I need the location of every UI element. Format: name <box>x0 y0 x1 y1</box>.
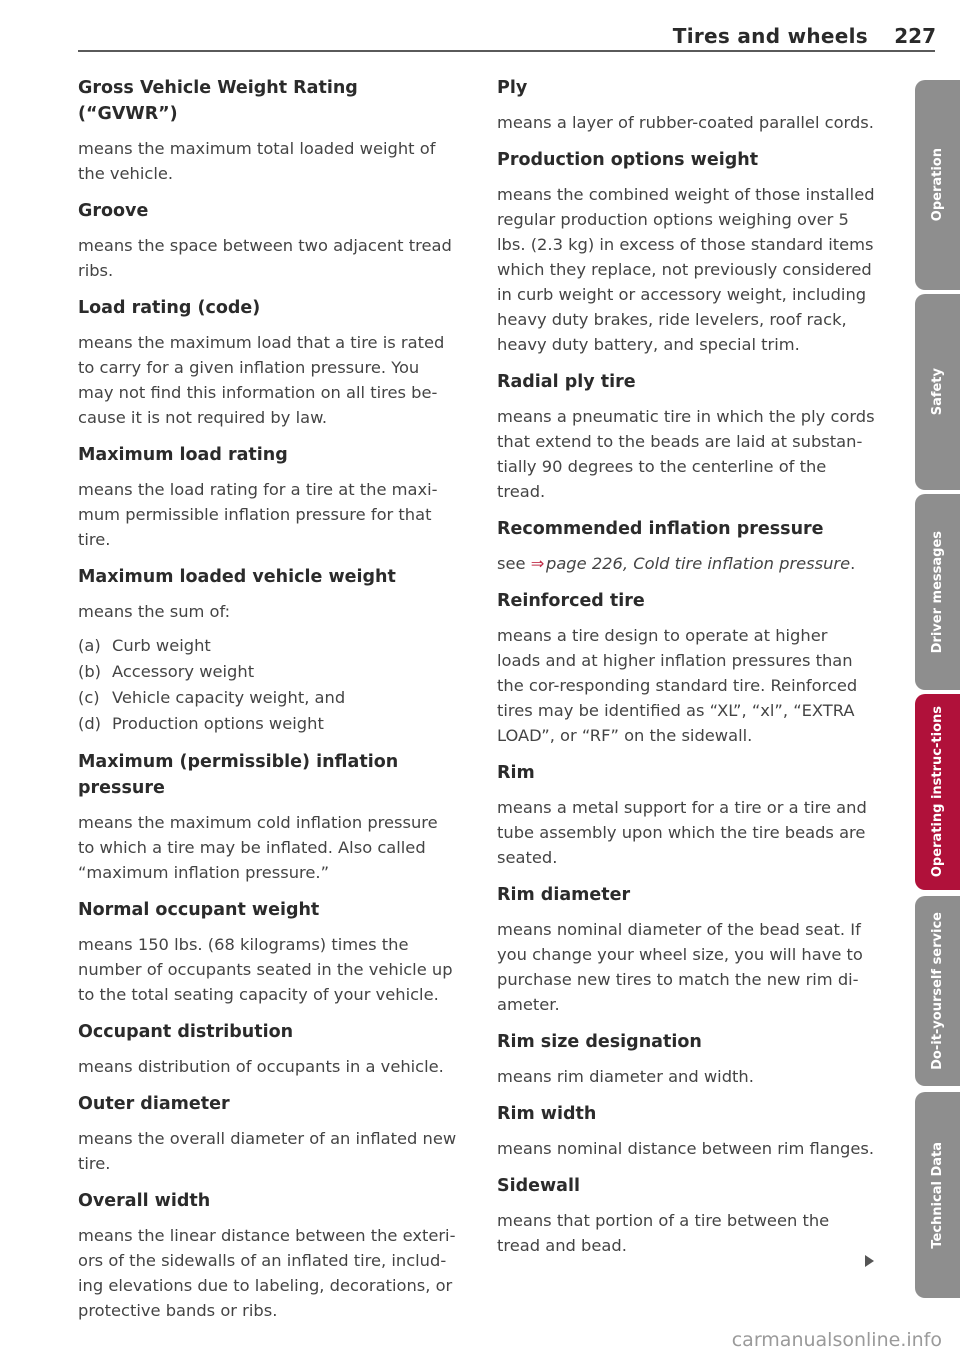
glossary-entry <box>78 1188 458 1323</box>
entry-term: Maximum (permissible) inflation pressure <box>78 752 399 798</box>
definition-suffix: . <box>850 554 856 573</box>
glossary-entry <box>497 760 875 870</box>
entry-definition: means 150 lbs. (68 kilograms) times the number of occupants seated in the vehicle up to the total seating capacity of your vehicle. <box>78 935 453 1004</box>
entry-definition: means the maximum total loaded weight of the vehicle. <box>78 139 436 183</box>
entry-definition: means distribution of occupants in a vehicle. <box>78 1057 444 1076</box>
tab-driver-messages[interactable] <box>915 494 960 690</box>
running-header-title: Tires and wheels <box>672 24 868 48</box>
list-item-text: Accessory weight <box>112 662 255 681</box>
tab-label: Safety <box>929 368 945 416</box>
definition-prefix: see <box>497 554 531 573</box>
glossary-entry <box>497 1173 875 1258</box>
entry-definition: means the sum of: <box>78 602 231 621</box>
list-marker: (c) <box>78 688 100 707</box>
entry-definition: means the maximum load that a tire is rated to carry for a given inflation pressure. You may not find this information on all tires be-cause it is not required by law. <box>78 333 445 427</box>
entry-term: Normal occupant weight <box>78 900 320 920</box>
entry-definition: means nominal distance between rim flanges. <box>497 1139 875 1158</box>
entry-definition: means the overall diameter of an inflated new tire. <box>78 1129 457 1173</box>
glossary-entry <box>497 147 875 357</box>
glossary-entry <box>78 198 458 283</box>
list-marker: (d) <box>78 714 102 733</box>
glossary-entry <box>497 75 875 135</box>
entry-term: Reinforced tire <box>497 591 645 611</box>
tab-operation[interactable] <box>915 80 960 290</box>
entry-definition: means a metal support for a tire or a tire and tube assembly upon which the tire beads are seated. <box>497 798 867 867</box>
list-item <box>78 633 458 659</box>
entry-definition: means rim diameter and width. <box>497 1067 754 1086</box>
entry-definition: means the maximum cold inflation pressure to which a tire may be inflated. Also called “maximum inflation pressure.” <box>78 813 438 882</box>
entry-definition: means a tire design to operate at higher loads and at higher inflation pressures than the cor-responding standard tire. Reinforced tires may be identified as “XL”, “xl”, “EXTRA LOAD”, or “RF” on the sidewall. <box>497 626 858 745</box>
glossary-entry <box>78 1019 458 1079</box>
entry-term: Overall width <box>78 1191 211 1211</box>
tab-operating-instructions[interactable] <box>915 694 960 890</box>
page-number: 227 <box>894 24 936 48</box>
entry-term: Rim width <box>497 1104 597 1124</box>
tab-label: Operation <box>929 148 945 222</box>
list-item <box>78 685 458 711</box>
entry-term: Ply <box>497 78 528 98</box>
glossary-entry <box>497 588 875 748</box>
header-rule <box>78 50 935 52</box>
entry-definition: means nominal diameter of the bead seat. If you change your wheel size, you will have to purchase new tires to match the new rim di-ameter. <box>497 920 863 1014</box>
list-item-text: Curb weight <box>112 636 211 655</box>
entry-term: Rim <box>497 763 535 783</box>
entry-term: Load rating (code) <box>78 298 261 318</box>
tab-label: Operating instruc-tions <box>929 706 945 878</box>
watermark: carmanualsonline.info <box>731 1329 942 1351</box>
list-item-text: Production options weight <box>112 714 324 733</box>
entry-term: Production options weight <box>497 150 759 170</box>
glossary-entry <box>78 564 458 737</box>
glossary-entry <box>78 897 458 1007</box>
list-item-text: Vehicle capacity weight, and <box>112 688 346 707</box>
left-column <box>78 75 458 1335</box>
continued-arrow-icon <box>865 1255 874 1267</box>
glossary-entry <box>78 75 458 186</box>
tab-label: Do-it-yourself service <box>929 912 945 1070</box>
entry-term: Radial ply tire <box>497 372 636 392</box>
entry-definition: means the load rating for a tire at the maxi-mum permissible inflation pressure for that tire. <box>78 480 438 549</box>
glossary-entry <box>497 516 875 576</box>
page-reference-link[interactable] <box>531 554 850 573</box>
entry-definition: means the space between two adjacent tread ribs. <box>78 236 452 280</box>
entry-term: Sidewall <box>497 1176 580 1196</box>
glossary-entry <box>497 882 875 1017</box>
entry-term: Recommended inflation pressure <box>497 519 824 539</box>
list-item <box>78 711 458 737</box>
right-column <box>497 75 875 1270</box>
entry-definition: means the combined weight of those installed regular production options weighing over 5 lbs. (2.3 kg) in excess of those standard items which they replace, not previously considered in curb weight or accessory weight, including heavy duty brakes, ride levelers, roof rack, heavy duty battery, and special trim. <box>497 185 875 354</box>
list-marker: (a) <box>78 636 101 655</box>
tab-label: Technical Data <box>929 1141 945 1249</box>
entry-term: Outer diameter <box>78 1094 230 1114</box>
glossary-entry <box>497 1101 875 1161</box>
entry-definition: means a layer of rubber-coated parallel cords. <box>497 113 874 132</box>
entry-term: Rim diameter <box>497 885 631 905</box>
reference-text: page 226, Cold tire inflation pressure <box>545 554 851 573</box>
entry-definition: means the linear distance between the exteri-ors of the sidewalls of an inflated tire, includ-ing elevations due to labeling, decorations, or protective bands or ribs. <box>78 1226 456 1320</box>
entry-definition: means a pneumatic tire in which the ply cords that extend to the beads are laid at substan-tially 90 degrees to the centerline of the tread. <box>497 407 875 501</box>
entry-definition: means that portion of a tire between the tread and bead. <box>497 1211 830 1255</box>
glossary-entry <box>497 1029 875 1089</box>
sum-components-list <box>78 633 458 737</box>
entry-definition <box>497 551 875 576</box>
tab-technical-data[interactable] <box>915 1092 960 1298</box>
entry-term: Maximum load rating <box>78 445 288 465</box>
list-marker: (b) <box>78 662 102 681</box>
glossary-entry <box>78 1091 458 1176</box>
entry-term: Occupant distribution <box>78 1022 294 1042</box>
glossary-entry <box>497 369 875 504</box>
glossary-entry <box>78 749 458 885</box>
glossary-entry <box>78 295 458 430</box>
entry-term: Rim size designation <box>497 1032 702 1052</box>
entry-term: Gross Vehicle Weight Rating (“GVWR”) <box>78 78 358 124</box>
glossary-entry <box>78 442 458 552</box>
tab-label: Driver messages <box>929 530 945 654</box>
entry-term: Groove <box>78 201 149 221</box>
list-item <box>78 659 458 685</box>
tab-safety[interactable] <box>915 294 960 490</box>
reference-arrow-icon: ⇒ <box>530 554 545 573</box>
tab-do-it-yourself-service[interactable] <box>915 896 960 1086</box>
entry-term: Maximum loaded vehicle weight <box>78 567 396 587</box>
